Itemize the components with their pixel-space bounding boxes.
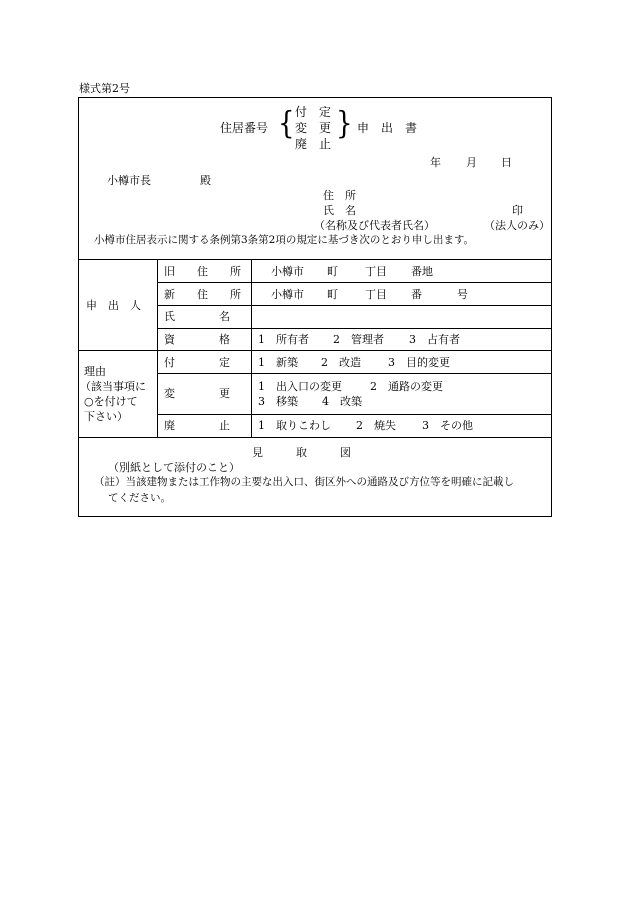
map-title: 見 取 図 — [252, 446, 351, 459]
old-address-banchi: 番地 — [411, 265, 433, 278]
new-address-city: 小樽市 — [271, 288, 304, 301]
row-divider — [157, 414, 552, 415]
reason-change-passage: 2 通路の変更 — [370, 380, 443, 393]
date-year: 年 — [430, 156, 441, 169]
corporation-note: （法人のみ） — [484, 219, 550, 232]
right-brace: } — [336, 106, 353, 142]
honorific: 殿 — [200, 174, 211, 187]
title-option-change: 変 更 — [295, 121, 332, 135]
title-suffix: 申 出 書 — [357, 121, 418, 135]
reason-change-rebuild: 4 改築 — [322, 395, 362, 408]
qualification-manager: 2 管理者 — [333, 333, 384, 346]
date-month: 月 — [466, 156, 477, 169]
qualification-occupant: 3 占有者 — [409, 333, 460, 346]
title-prefix: 住居番号 — [220, 121, 269, 135]
new-address-ban: 番 — [411, 288, 422, 301]
name-note: （名称及び代表者氏名） — [314, 219, 435, 232]
qualification-owner: 1 所有者 — [258, 333, 309, 346]
row-divider — [157, 282, 552, 283]
title-option-assign: 付 定 — [295, 105, 332, 119]
row-divider — [157, 328, 552, 329]
reason-assign-newbuild: 1 新築 — [258, 356, 298, 369]
reason-abolish-label: 廃 止 — [164, 419, 230, 432]
date-day: 日 — [501, 156, 512, 169]
new-address-town: 町 — [327, 288, 338, 301]
map-note-line1: （註）当該建物または工作物の主要な出入口、街区外への通路及び方位等を明確に記載し — [94, 476, 514, 488]
map-attach-note: （別紙として添付のこと） — [108, 461, 240, 474]
seal-mark: 印 — [512, 204, 523, 217]
new-address-chome: 丁目 — [365, 288, 387, 301]
applicant-group-label: 申 出 人 — [86, 299, 141, 312]
reason-assign-purpose-change: 3 目的変更 — [388, 356, 450, 369]
old-address-city: 小樽市 — [271, 265, 304, 278]
column-divider — [251, 259, 252, 437]
section-divider-middle — [78, 350, 552, 351]
reason-abolish-other: 3 その他 — [422, 419, 473, 432]
applicant-name-label: 氏 名 — [164, 310, 230, 323]
reason-abolish-fire: 2 焼失 — [356, 419, 396, 432]
new-address-go: 号 — [457, 288, 468, 301]
form-number: 様式第2号 — [79, 82, 130, 95]
reason-label-line2: （該当事項に — [80, 380, 146, 393]
old-address-town: 町 — [327, 265, 338, 278]
recipient: 小樽市長 — [107, 174, 151, 187]
reason-change-label: 変 更 — [164, 387, 230, 400]
old-address-label: 旧 住 所 — [164, 265, 241, 278]
reason-label-line3: ○を付けて — [84, 395, 138, 408]
row-divider — [157, 305, 552, 306]
reason-label-line4: 下さい） — [84, 410, 128, 423]
reason-label-line1: 理由 — [84, 365, 106, 378]
reason-assign-remodel: 2 改造 — [321, 356, 361, 369]
section-divider-bottom — [78, 437, 552, 438]
map-note-line2: てください。 — [108, 492, 171, 504]
reason-abolish-demolish: 1 取りこわし — [258, 419, 331, 432]
reason-change-relocate: 3 移築 — [258, 395, 298, 408]
statement: 小樽市住居表示に関する条例第3条第2項の規定に基づき次のとおり申し出ます。 — [94, 234, 475, 246]
old-address-chome: 丁目 — [365, 265, 387, 278]
column-divider — [157, 259, 158, 437]
qualification-label: 資 格 — [164, 333, 230, 346]
new-address-label: 新 住 所 — [164, 288, 241, 301]
reason-assign-label: 付 定 — [164, 356, 230, 369]
name-label: 氏 名 — [323, 204, 356, 217]
reason-change-entrance: 1 出入口の変更 — [258, 380, 342, 393]
row-divider — [157, 373, 552, 374]
left-brace: { — [278, 106, 295, 142]
section-divider-top — [78, 259, 552, 260]
address-label: 住 所 — [323, 189, 356, 202]
title-option-abolish: 廃 止 — [295, 137, 332, 151]
